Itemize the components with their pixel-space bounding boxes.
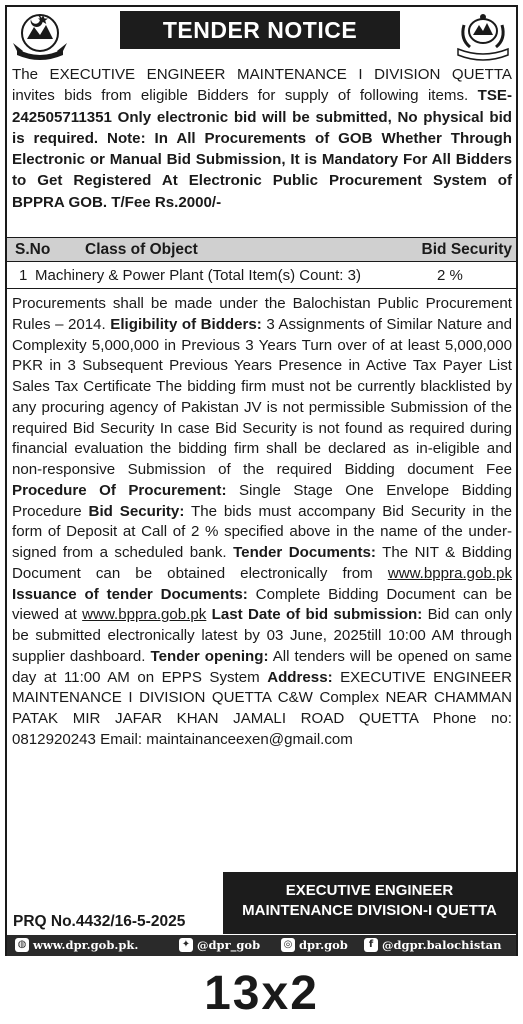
table-header xyxy=(7,237,516,262)
government-seal-logo xyxy=(452,9,514,63)
website-label: www.dpr.gob.pk. xyxy=(33,938,139,952)
twitter-icon: ✦ xyxy=(179,938,193,952)
ad-size-label: 13x2 xyxy=(204,967,319,1020)
bid-security-text: The bids must accompany Bid Security in the form of Deposit at Call of 2 % specified above in the name of the under-signed from a scheduled bank. xyxy=(12,502,512,561)
eligibility-heading: Eligibility of Bidders: xyxy=(110,315,262,333)
bid-security-heading: Bid Security: xyxy=(88,502,185,520)
header-class-of-object: Class of Object xyxy=(85,241,198,258)
address-text: EXECUTIVE ENGINEER MAINTENANCE I DIVISION QUETTA C&W Complex NEAR CHAMMAN PATAK MIR JAFAR KHAN JAMALI ROAD QUETTA Phone no: 0812920243 Email: maintainanceexen@gmail.com xyxy=(12,668,512,748)
procedure-heading: Procedure Of Procurement: xyxy=(12,481,227,499)
table-row xyxy=(7,262,516,289)
tender-documents-text: The NIT & Bidding Document can be obtained electronically from xyxy=(12,544,512,582)
header-bid-security: Bid Security xyxy=(421,241,512,258)
facebook-handle: @dgpr.balochistan xyxy=(382,938,502,952)
balochistan-emblem-logo xyxy=(9,9,71,63)
procedure-text: Single Stage One Envelope Bidding Procedure xyxy=(12,481,512,520)
issuance-text: Complete Bidding Document can be viewed at xyxy=(12,585,512,624)
issuance-heading: Issuance of tender Documents: xyxy=(12,585,248,603)
row-sno: 1 xyxy=(19,267,28,284)
tender-details-paragraph xyxy=(12,294,512,751)
footer-twitter[interactable] xyxy=(179,938,260,952)
eligibility-text: 3 Assignments of Similar Nature and Complexity 5,000,000 in Previous 3 Years Turn over of at least 5,000,000 PKR in 3 Subsequent Previous Years Presence in Active Tax Payer List Sales Tax Certificate The bidding firm must not be currently blacklisted by any procuring agency of Pakistan JV is not permissible Submission of the required Bid Security In case Bid Security is not found as required during financial evaluation the bidding firm shall be declared as in-eligible and non-responsive Submission of the required Bidding document Fee xyxy=(12,315,512,478)
signature-division: MAINTENANCE DIVISION-I QUETTA xyxy=(242,902,497,919)
notice-header xyxy=(7,7,516,65)
last-date-text: Bid can only be submitted electronically latest by 03 June, 2025till 10:00 AM through supplier dashboard. xyxy=(12,606,513,665)
prq-number: PRQ No.4432/16-5-2025 xyxy=(13,913,186,930)
tender-opening-heading: Tender opening: xyxy=(150,647,269,665)
globe-icon: ◍ xyxy=(15,938,29,952)
tender-notice-frame xyxy=(5,5,518,956)
last-date-heading: Last Date of bid submission: xyxy=(206,606,423,624)
items-table xyxy=(7,237,516,289)
row-bid-security: 2 % xyxy=(437,267,463,284)
signature-block xyxy=(223,872,516,934)
twitter-handle: @dpr_gob xyxy=(197,938,261,952)
bppra-link-1[interactable]: www.bppra.gob.pk xyxy=(387,564,512,582)
notice-title: TENDER NOTICE xyxy=(120,11,400,49)
row-class-of-object: Machinery & Power Plant (Total Item(s) Count: 3) xyxy=(35,267,361,284)
address-heading: Address: xyxy=(267,668,333,686)
intro-text: The EXECUTIVE ENGINEER MAINTENANCE I DIVISION QUETTA invites bids from eligible Bidders for supply of following items. xyxy=(12,66,512,105)
intro-bold-text: TSE-242505711351 Only electronic bid will be submitted, No physical bid is required. Note: In All Procurements of GOB Whether Through Electronic or Manual Bid Submission, It is Mandatory For All Bidders to Get Registered At Electronic Public Procurement System of BPPRA GOB. T/Fee Rs.2000/- xyxy=(12,87,512,211)
instagram-handle: dpr.gob xyxy=(299,938,348,952)
instagram-icon: ◎ xyxy=(281,938,295,952)
bppra-link-2[interactable]: www.bppra.gob.pk xyxy=(82,606,207,624)
facebook-icon: f xyxy=(364,938,378,952)
footer-facebook[interactable] xyxy=(364,938,502,952)
tender-opening-text: All tenders will be opened on same day at 11:00 AM on EPPS System xyxy=(12,647,513,686)
footer-website[interactable] xyxy=(15,938,138,952)
header-sno: S.No xyxy=(15,241,51,258)
social-footer xyxy=(7,935,516,956)
procurement-rules-text: Procurements shall be made under the Balochistan Public Procurement Rules – 2014. xyxy=(12,295,512,333)
signature-title: EXECUTIVE ENGINEER xyxy=(285,882,454,899)
intro-paragraph xyxy=(12,64,512,213)
tender-documents-heading: Tender Documents: xyxy=(233,544,376,561)
footer-instagram[interactable] xyxy=(281,938,348,952)
